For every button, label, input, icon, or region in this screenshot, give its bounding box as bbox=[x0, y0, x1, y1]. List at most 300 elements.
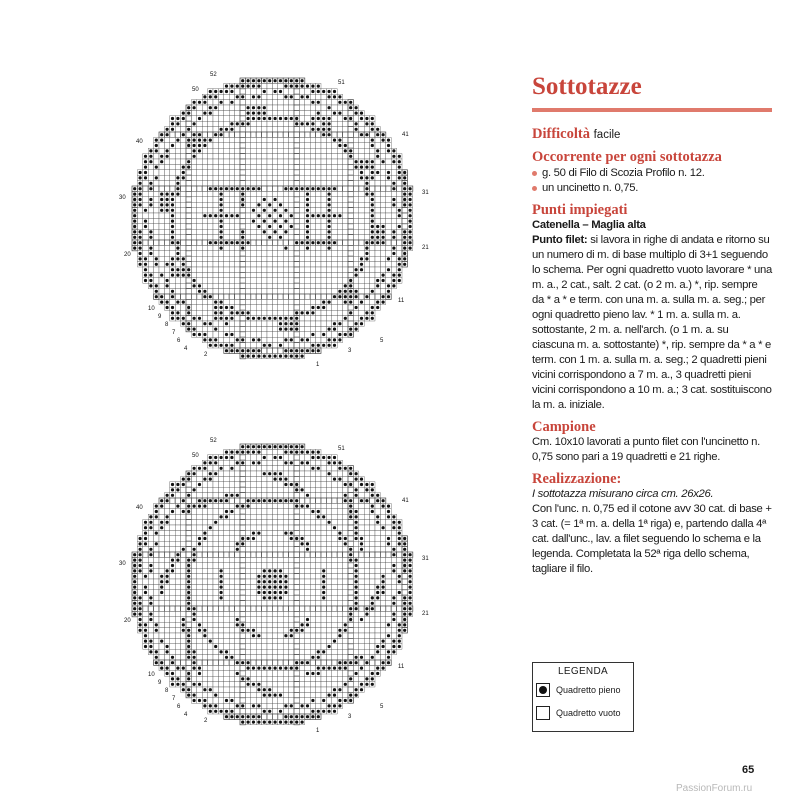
grid-cell bbox=[181, 208, 186, 213]
filled-cell-dot bbox=[290, 187, 293, 190]
grid-cell bbox=[240, 471, 245, 476]
grid-cell bbox=[353, 137, 358, 142]
grid-cell bbox=[310, 202, 315, 207]
grid-cell bbox=[170, 154, 175, 159]
grid-cell bbox=[310, 590, 315, 595]
grid-cell bbox=[294, 466, 299, 471]
grid-cell bbox=[348, 493, 353, 498]
grid-cell bbox=[245, 262, 250, 267]
filled-cell-dot bbox=[225, 128, 228, 131]
grid-cell bbox=[251, 557, 256, 562]
grid-cell bbox=[229, 94, 234, 99]
grid-cell bbox=[337, 552, 342, 557]
grid-cell bbox=[326, 514, 331, 519]
filled-cell-dot bbox=[171, 263, 174, 266]
grid-cell bbox=[332, 622, 337, 627]
filled-cell-dot bbox=[257, 203, 260, 206]
grid-cell bbox=[267, 305, 272, 310]
grid-cell bbox=[321, 487, 326, 492]
grid-cell bbox=[294, 137, 299, 142]
grid-cell bbox=[181, 552, 186, 557]
filled-cell-dot bbox=[220, 198, 223, 201]
filled-cell-dot bbox=[311, 306, 314, 309]
grid-cell bbox=[240, 509, 245, 514]
grid-cell bbox=[289, 175, 294, 180]
grid-cell bbox=[197, 321, 202, 326]
grid-cell bbox=[305, 321, 310, 326]
filled-cell-dot bbox=[139, 236, 142, 239]
grid-cell bbox=[353, 191, 358, 196]
grid-cell bbox=[380, 611, 385, 616]
filled-cell-dot bbox=[328, 236, 331, 239]
filled-cell-dot bbox=[220, 133, 223, 136]
filled-cell-dot bbox=[274, 586, 277, 589]
grid-cell bbox=[229, 552, 234, 557]
filled-cell-dot bbox=[322, 241, 325, 244]
grid-cell bbox=[235, 267, 240, 272]
grid-cell bbox=[267, 493, 272, 498]
filled-cell-dot bbox=[214, 90, 217, 93]
grid-cell bbox=[289, 520, 294, 525]
grid-cell bbox=[332, 251, 337, 256]
grid-cell bbox=[332, 256, 337, 261]
filled-cell-dot bbox=[133, 203, 136, 206]
filled-cell-dot bbox=[301, 95, 304, 98]
grid-cell bbox=[262, 466, 267, 471]
grid-cell bbox=[321, 110, 326, 115]
filled-cell-dot bbox=[371, 607, 374, 610]
grid-cell bbox=[348, 240, 353, 245]
grid-cell bbox=[218, 644, 223, 649]
grid-cell bbox=[343, 170, 348, 175]
grid-cell bbox=[245, 493, 250, 498]
grid-cell bbox=[337, 574, 342, 579]
filled-cell-dot bbox=[230, 85, 233, 88]
filled-cell-dot bbox=[187, 166, 190, 169]
filled-cell-dot bbox=[338, 144, 341, 147]
grid-cell bbox=[256, 127, 261, 132]
filled-cell-dot bbox=[284, 338, 287, 341]
filled-cell-dot bbox=[284, 85, 287, 88]
filled-cell-dot bbox=[241, 122, 244, 125]
grid-cell bbox=[397, 245, 402, 250]
filled-cell-dot bbox=[187, 328, 190, 331]
filled-cell-dot bbox=[214, 301, 217, 304]
grid-cell bbox=[283, 143, 288, 148]
grid-cell bbox=[272, 326, 277, 331]
filled-cell-dot bbox=[139, 618, 142, 621]
grid-cell bbox=[202, 218, 207, 223]
grid-cell bbox=[218, 267, 223, 272]
grid-cell bbox=[218, 105, 223, 110]
grid-cell bbox=[289, 191, 294, 196]
filled-cell-dot bbox=[306, 338, 309, 341]
grid-cell bbox=[316, 283, 321, 288]
grid-cell bbox=[343, 310, 348, 315]
grid-cell bbox=[208, 536, 213, 541]
filled-cell-dot bbox=[209, 456, 212, 459]
grid-cell bbox=[224, 278, 229, 283]
grid-cell bbox=[348, 530, 353, 535]
filled-cell-dot bbox=[409, 203, 412, 206]
grid-cell bbox=[175, 224, 180, 229]
filled-cell-dot bbox=[268, 580, 271, 583]
grid-cell bbox=[326, 148, 331, 153]
filled-cell-dot bbox=[187, 559, 190, 562]
grid-cell bbox=[294, 262, 299, 267]
grid-cell bbox=[283, 164, 288, 169]
grid-cell bbox=[278, 278, 283, 283]
grid-cell bbox=[229, 224, 234, 229]
grid-cell bbox=[245, 552, 250, 557]
filled-cell-dot bbox=[295, 349, 298, 352]
grid-cell bbox=[235, 471, 240, 476]
grid-cell bbox=[218, 294, 223, 299]
filled-cell-dot bbox=[338, 634, 341, 637]
filled-cell-dot bbox=[209, 461, 212, 464]
grid-cell bbox=[348, 245, 353, 250]
grid-cell bbox=[245, 337, 250, 342]
grid-cell bbox=[380, 186, 385, 191]
grid-cell bbox=[370, 579, 375, 584]
grid-cell bbox=[294, 191, 299, 196]
grid-cell bbox=[159, 289, 164, 294]
grid-cell bbox=[289, 100, 294, 105]
grid-cell bbox=[224, 105, 229, 110]
grid-cell bbox=[251, 466, 256, 471]
grid-cell bbox=[380, 633, 385, 638]
grid-cell bbox=[262, 310, 267, 315]
grid-cell bbox=[364, 584, 369, 589]
filled-cell-dot bbox=[160, 193, 163, 196]
grid-cell bbox=[391, 213, 396, 218]
grid-cell bbox=[245, 601, 250, 606]
filled-cell-dot bbox=[284, 117, 287, 120]
grid-cell bbox=[380, 563, 385, 568]
grid-cell bbox=[316, 584, 321, 589]
grid-cell bbox=[143, 579, 148, 584]
grid-cell bbox=[278, 503, 283, 508]
grid-cell bbox=[229, 482, 234, 487]
grid-cell bbox=[375, 213, 380, 218]
grid-cell bbox=[202, 121, 207, 126]
grid-cell bbox=[181, 202, 186, 207]
grid-cell bbox=[283, 547, 288, 552]
grid-cell bbox=[245, 321, 250, 326]
filled-cell-dot bbox=[290, 214, 293, 217]
filled-cell-dot bbox=[355, 569, 358, 572]
filled-cell-dot bbox=[338, 322, 341, 325]
grid-cell bbox=[283, 525, 288, 530]
grid-cell bbox=[305, 272, 310, 277]
grid-cell bbox=[154, 584, 159, 589]
grid-cell bbox=[305, 110, 310, 115]
grid-cell bbox=[256, 267, 261, 272]
grid-cell bbox=[299, 272, 304, 277]
filled-cell-dot bbox=[166, 149, 169, 152]
grid-cell bbox=[348, 256, 353, 261]
filled-cell-dot bbox=[214, 214, 217, 217]
filled-cell-dot bbox=[355, 580, 358, 583]
grid-cell bbox=[305, 181, 310, 186]
grid-cell bbox=[159, 256, 164, 261]
grid-cell bbox=[213, 628, 218, 633]
grid-cell bbox=[159, 164, 164, 169]
grid-cell bbox=[364, 530, 369, 535]
filled-cell-dot bbox=[349, 607, 352, 610]
grid-cell bbox=[235, 191, 240, 196]
filled-cell-dot bbox=[279, 225, 282, 228]
grid-cell bbox=[213, 476, 218, 481]
filled-cell-dot bbox=[328, 198, 331, 201]
grid-cell bbox=[310, 638, 315, 643]
filled-cell-dot bbox=[322, 586, 325, 589]
grid-cell bbox=[164, 213, 169, 218]
grid-cell bbox=[310, 94, 315, 99]
filled-cell-dot bbox=[349, 106, 352, 109]
grid-cell bbox=[197, 299, 202, 304]
grid-cell bbox=[197, 164, 202, 169]
grid-cell bbox=[208, 514, 213, 519]
filled-cell-dot bbox=[311, 467, 314, 470]
grid-cell bbox=[364, 579, 369, 584]
grid-cell bbox=[326, 482, 331, 487]
grid-cell bbox=[251, 574, 256, 579]
grid-cell bbox=[289, 487, 294, 492]
grid-cell bbox=[316, 337, 321, 342]
grid-cell bbox=[337, 202, 342, 207]
grid-cell bbox=[332, 121, 337, 126]
grid-cell bbox=[154, 579, 159, 584]
grid-cell bbox=[321, 606, 326, 611]
grid-cell bbox=[267, 482, 272, 487]
grid-cell bbox=[267, 520, 272, 525]
grid-cell bbox=[235, 137, 240, 142]
grid-cell bbox=[386, 229, 391, 234]
grid-cell bbox=[299, 289, 304, 294]
filled-cell-dot bbox=[198, 623, 201, 626]
grid-cell bbox=[267, 337, 272, 342]
filled-cell-dot bbox=[220, 311, 223, 314]
grid-cell bbox=[197, 493, 202, 498]
grid-cell bbox=[154, 633, 159, 638]
filled-cell-dot bbox=[220, 247, 223, 250]
grid-cell bbox=[272, 289, 277, 294]
filled-cell-dot bbox=[365, 193, 368, 196]
grid-cell bbox=[154, 202, 159, 207]
grid-cell bbox=[154, 213, 159, 218]
grid-cell bbox=[256, 482, 261, 487]
grid-cell bbox=[337, 272, 342, 277]
row-number-label: 52 bbox=[210, 72, 217, 78]
filled-cell-dot bbox=[225, 90, 228, 93]
grid-cell bbox=[375, 143, 380, 148]
filled-cell-dot bbox=[398, 209, 401, 212]
grid-cell bbox=[256, 100, 261, 105]
filled-cell-dot bbox=[214, 95, 217, 98]
filled-cell-dot bbox=[220, 591, 223, 594]
grid-cell bbox=[305, 638, 310, 643]
filled-cell-dot bbox=[198, 290, 201, 293]
grid-cell bbox=[310, 563, 315, 568]
grid-cell bbox=[283, 541, 288, 546]
filled-cell-dot bbox=[257, 112, 260, 115]
grid-cell bbox=[208, 100, 213, 105]
grid-cell bbox=[316, 235, 321, 240]
grid-cell bbox=[148, 606, 153, 611]
grid-cell bbox=[240, 321, 245, 326]
filled-cell-dot bbox=[349, 618, 352, 621]
grid-cell bbox=[294, 476, 299, 481]
grid-cell bbox=[240, 455, 245, 460]
filled-cell-dot bbox=[284, 355, 287, 358]
filled-cell-dot bbox=[409, 209, 412, 212]
filled-cell-dot bbox=[139, 171, 142, 174]
grid-cell bbox=[170, 175, 175, 180]
grid-cell bbox=[332, 235, 337, 240]
grid-cell bbox=[289, 563, 294, 568]
grid-cell bbox=[256, 218, 261, 223]
grid-cell bbox=[213, 590, 218, 595]
grid-cell bbox=[224, 547, 229, 552]
grid-cell bbox=[294, 509, 299, 514]
grid-cell bbox=[299, 105, 304, 110]
grid-cell bbox=[251, 100, 256, 105]
grid-cell bbox=[359, 514, 364, 519]
grid-cell bbox=[289, 202, 294, 207]
grid-cell bbox=[397, 601, 402, 606]
grid-cell bbox=[321, 563, 326, 568]
grid-cell bbox=[170, 498, 175, 503]
grid-cell bbox=[326, 617, 331, 622]
grid-cell bbox=[154, 240, 159, 245]
grid-cell bbox=[229, 235, 234, 240]
grid-cell bbox=[202, 305, 207, 310]
grid-cell bbox=[332, 482, 337, 487]
filled-cell-dot bbox=[392, 526, 395, 529]
grid-cell bbox=[208, 148, 213, 153]
grid-cell bbox=[267, 191, 272, 196]
filled-cell-dot bbox=[209, 106, 212, 109]
filled-cell-dot bbox=[409, 586, 412, 589]
grid-cell bbox=[202, 595, 207, 600]
grid-cell bbox=[262, 299, 267, 304]
grid-cell bbox=[245, 175, 250, 180]
filled-cell-dot bbox=[290, 634, 293, 637]
filled-cell-dot bbox=[333, 139, 336, 142]
grid-cell bbox=[305, 644, 310, 649]
grid-cell bbox=[343, 606, 348, 611]
grid-cell bbox=[278, 299, 283, 304]
filled-cell-dot bbox=[290, 85, 293, 88]
grid-cell bbox=[251, 568, 256, 573]
grid-cell bbox=[181, 191, 186, 196]
grid-cell bbox=[272, 294, 277, 299]
grid-cell bbox=[229, 622, 234, 627]
grid-cell bbox=[186, 197, 191, 202]
grid-cell bbox=[170, 644, 175, 649]
grid-cell bbox=[229, 229, 234, 234]
grid-cell bbox=[197, 590, 202, 595]
grid-cell bbox=[159, 514, 164, 519]
grid-cell bbox=[245, 332, 250, 337]
grid-cell bbox=[256, 299, 261, 304]
grid-cell bbox=[175, 283, 180, 288]
grid-cell bbox=[154, 644, 159, 649]
grid-cell bbox=[289, 574, 294, 579]
grid-cell bbox=[148, 590, 153, 595]
grid-cell bbox=[213, 574, 218, 579]
filled-cell-dot bbox=[149, 618, 152, 621]
grid-cell bbox=[326, 584, 331, 589]
grid-cell bbox=[299, 326, 304, 331]
grid-cell bbox=[148, 218, 153, 223]
grid-cell bbox=[289, 493, 294, 498]
filled-cell-dot bbox=[398, 214, 401, 217]
grid-cell bbox=[272, 310, 277, 315]
grid-cell bbox=[353, 213, 358, 218]
grid-cell bbox=[267, 563, 272, 568]
grid-cell bbox=[289, 164, 294, 169]
grid-cell bbox=[175, 154, 180, 159]
grid-cell bbox=[343, 154, 348, 159]
filled-cell-dot bbox=[322, 580, 325, 583]
grid-cell bbox=[310, 579, 315, 584]
grid-cell bbox=[245, 94, 250, 99]
grid-cell bbox=[240, 278, 245, 283]
grid-cell bbox=[213, 148, 218, 153]
grid-cell bbox=[186, 245, 191, 250]
grid-cell bbox=[159, 541, 164, 546]
grid-cell bbox=[294, 574, 299, 579]
grid-cell bbox=[202, 617, 207, 622]
filled-cell-dot bbox=[322, 569, 325, 572]
grid-cell bbox=[148, 164, 153, 169]
grid-cell bbox=[305, 579, 310, 584]
filled-cell-dot bbox=[171, 214, 174, 217]
grid-cell bbox=[164, 272, 169, 277]
grid-cell bbox=[337, 568, 342, 573]
filled-cell-dot bbox=[252, 499, 255, 502]
grid-cell bbox=[218, 175, 223, 180]
grid-cell bbox=[235, 326, 240, 331]
grid-cell bbox=[283, 224, 288, 229]
grid-cell bbox=[380, 218, 385, 223]
grid-cell bbox=[283, 611, 288, 616]
filled-cell-dot bbox=[284, 95, 287, 98]
grid-cell bbox=[208, 601, 213, 606]
grid-cell bbox=[197, 530, 202, 535]
grid-cell bbox=[229, 611, 234, 616]
grid-cell bbox=[197, 579, 202, 584]
filled-cell-dot bbox=[149, 182, 152, 185]
filled-cell-dot bbox=[403, 618, 406, 621]
grid-cell bbox=[218, 471, 223, 476]
filled-cell-dot bbox=[322, 306, 325, 309]
grid-cell bbox=[332, 197, 337, 202]
filled-cell-dot bbox=[328, 106, 331, 109]
grid-cell bbox=[337, 218, 342, 223]
grid-cell bbox=[364, 633, 369, 638]
grid-cell bbox=[175, 164, 180, 169]
grid-cell bbox=[337, 148, 342, 153]
filled-cell-dot bbox=[133, 575, 136, 578]
grid-cell bbox=[240, 487, 245, 492]
grid-cell bbox=[272, 606, 277, 611]
grid-cell bbox=[159, 148, 164, 153]
grid-cell bbox=[251, 202, 256, 207]
grid-cell bbox=[245, 574, 250, 579]
